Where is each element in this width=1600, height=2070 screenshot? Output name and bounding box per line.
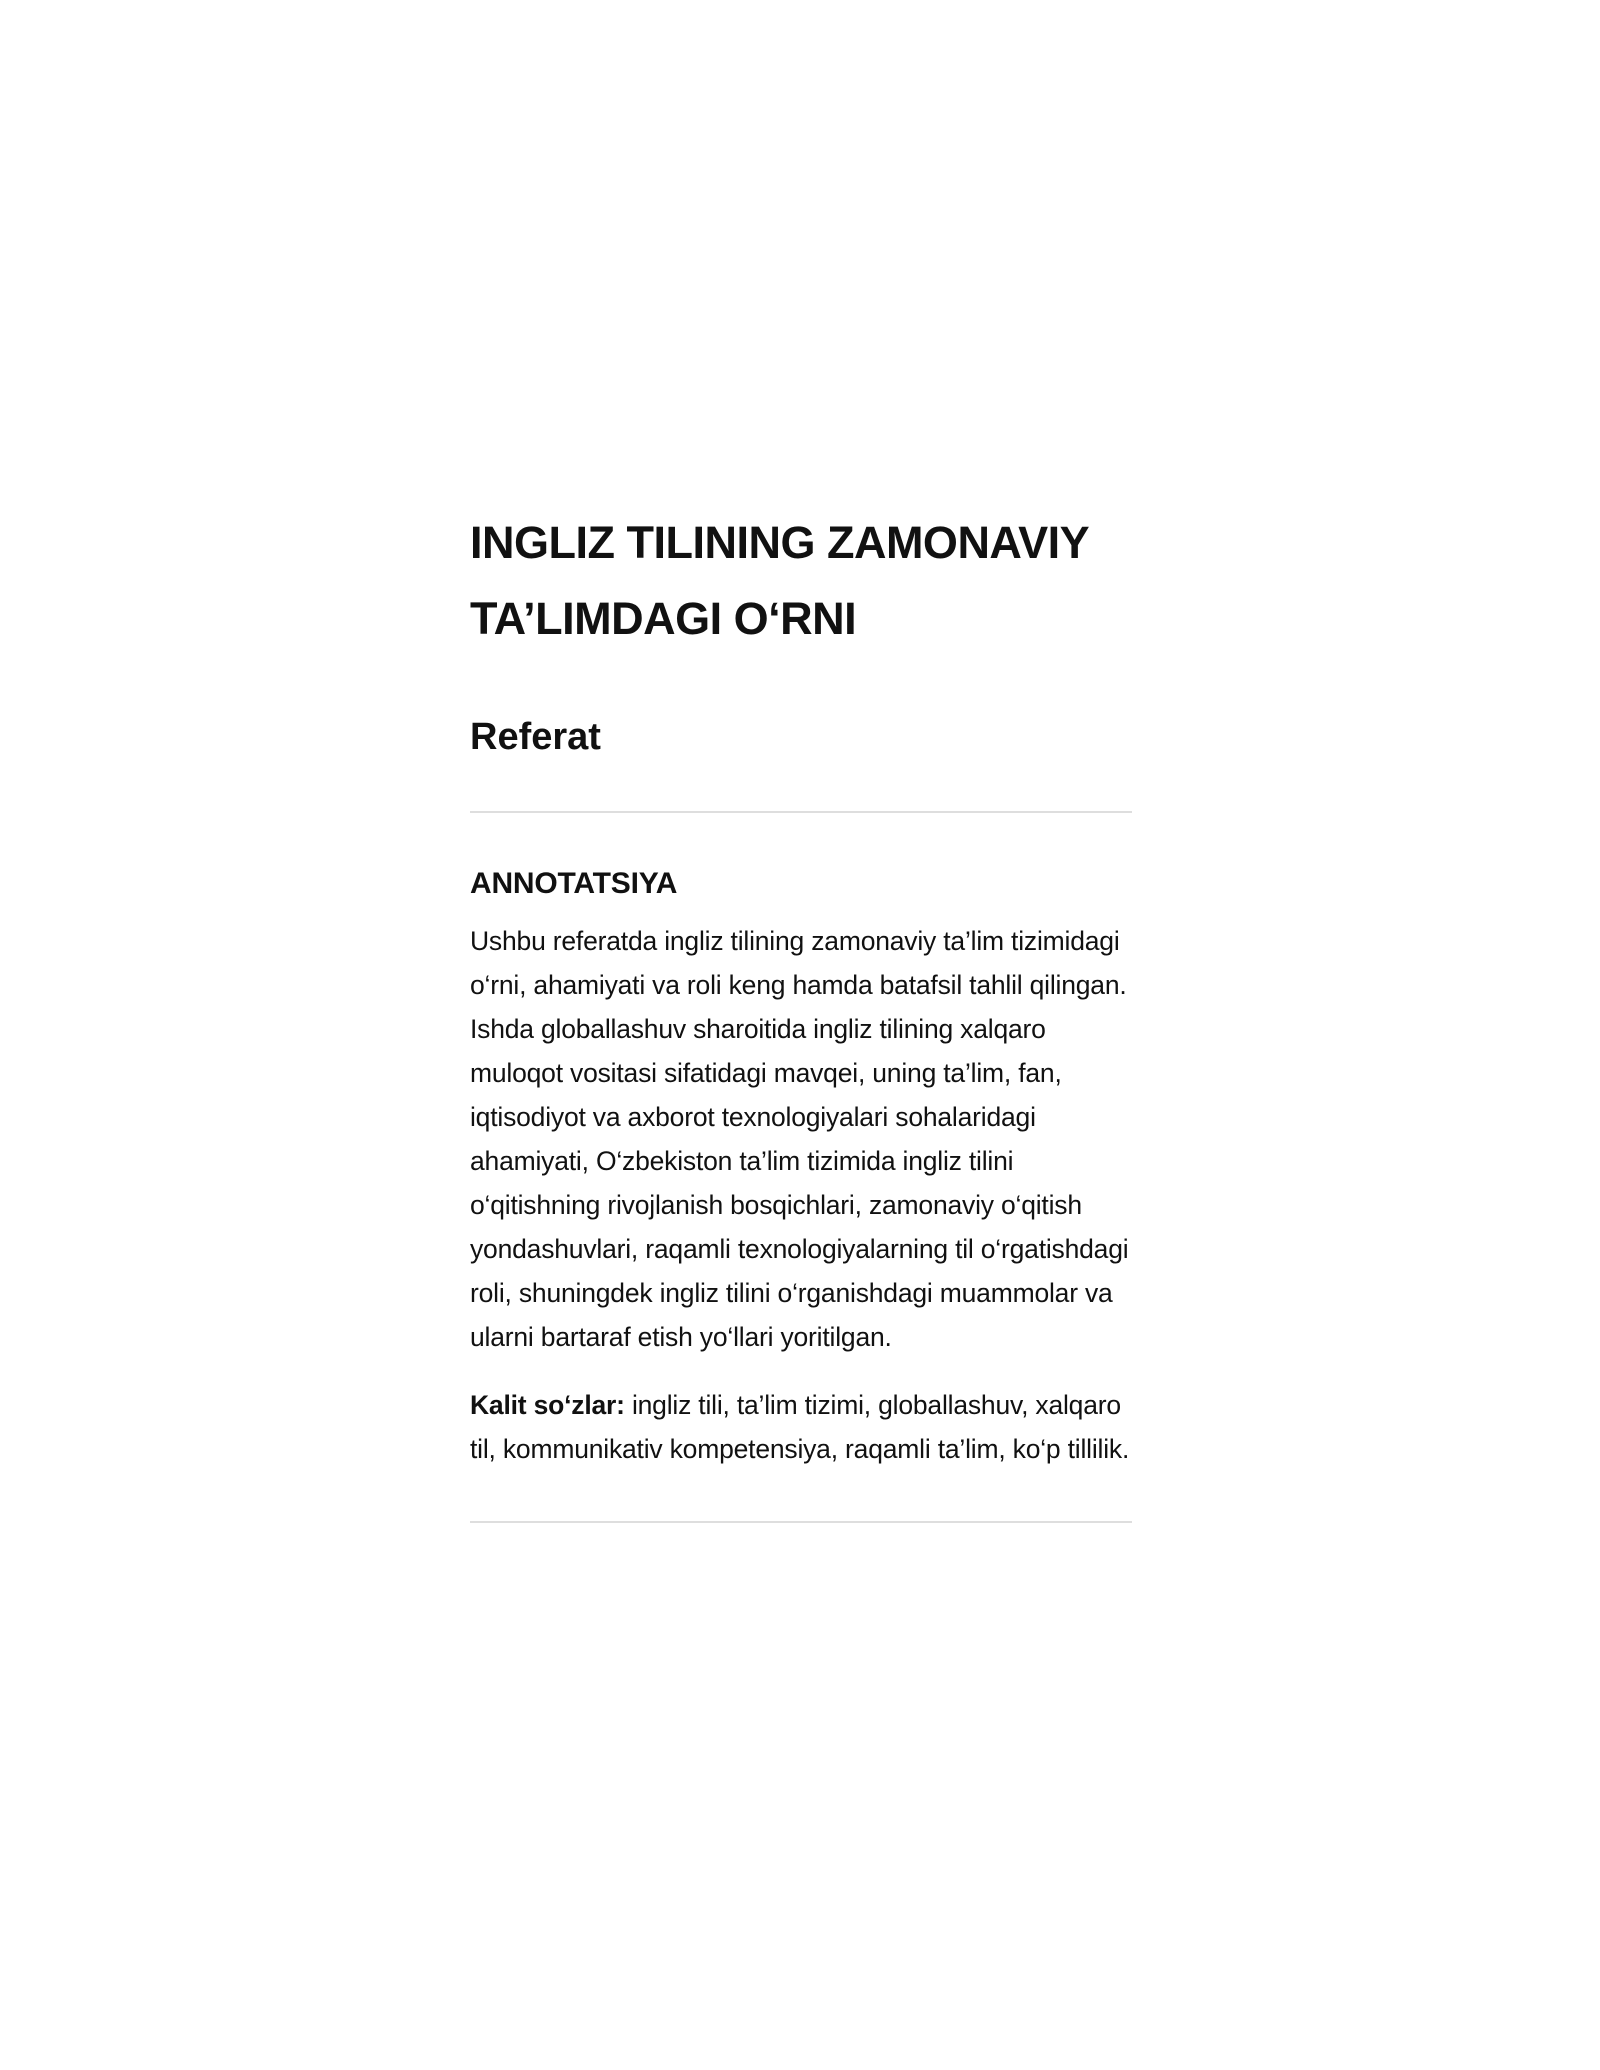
annotation-heading: ANNOTATSIYA [470, 867, 678, 900]
keywords-text: ingliz tili, ta’lim tizimi, globallashuv, xalqaro til, kommunikativ kompetensiya, raqamli ta’lim, ko‘p tillilik. [470, 1390, 1130, 1464]
bottom-divider [470, 1521, 1132, 1523]
top-divider [470, 811, 1132, 813]
document-content [470, 505, 1132, 1523]
document-subtitle: Referat [470, 716, 601, 758]
keywords-paragraph [470, 1383, 1132, 1471]
keywords-label: Kalit so‘zlar: [470, 1390, 625, 1420]
document-title: INGLIZ TILINING ZAMONAVIY TA’LIMDAGI O‘RNI [470, 517, 1089, 644]
annotation-body: Ushbu referatda ingliz tilining zamonaviy ta’lim tizimidagi o‘rni, ahamiyati va roli keng hamda batafsil tahlil qilingan. Ishda globallashuv sharoitida ingliz tilining xalqaro muloqot vositasi sifatidagi mavqei, uning ta’lim, fan, iqtisodiyot va axborot texnologiyalari sohalaridagi ahamiyati, O‘zbekiston ta’lim tizimida ingliz tilini o‘qitishning rivojlanish bosqichlari, zamonaviy o‘qitish yondashuvlari, raqamli texnologiyalarning til o‘rgatishdagi roli, shuningdek ingliz tilini o‘rganishdagi muammolar va ularni bartaraf etish yo‘llari yoritilgan. [470, 926, 1129, 1352]
